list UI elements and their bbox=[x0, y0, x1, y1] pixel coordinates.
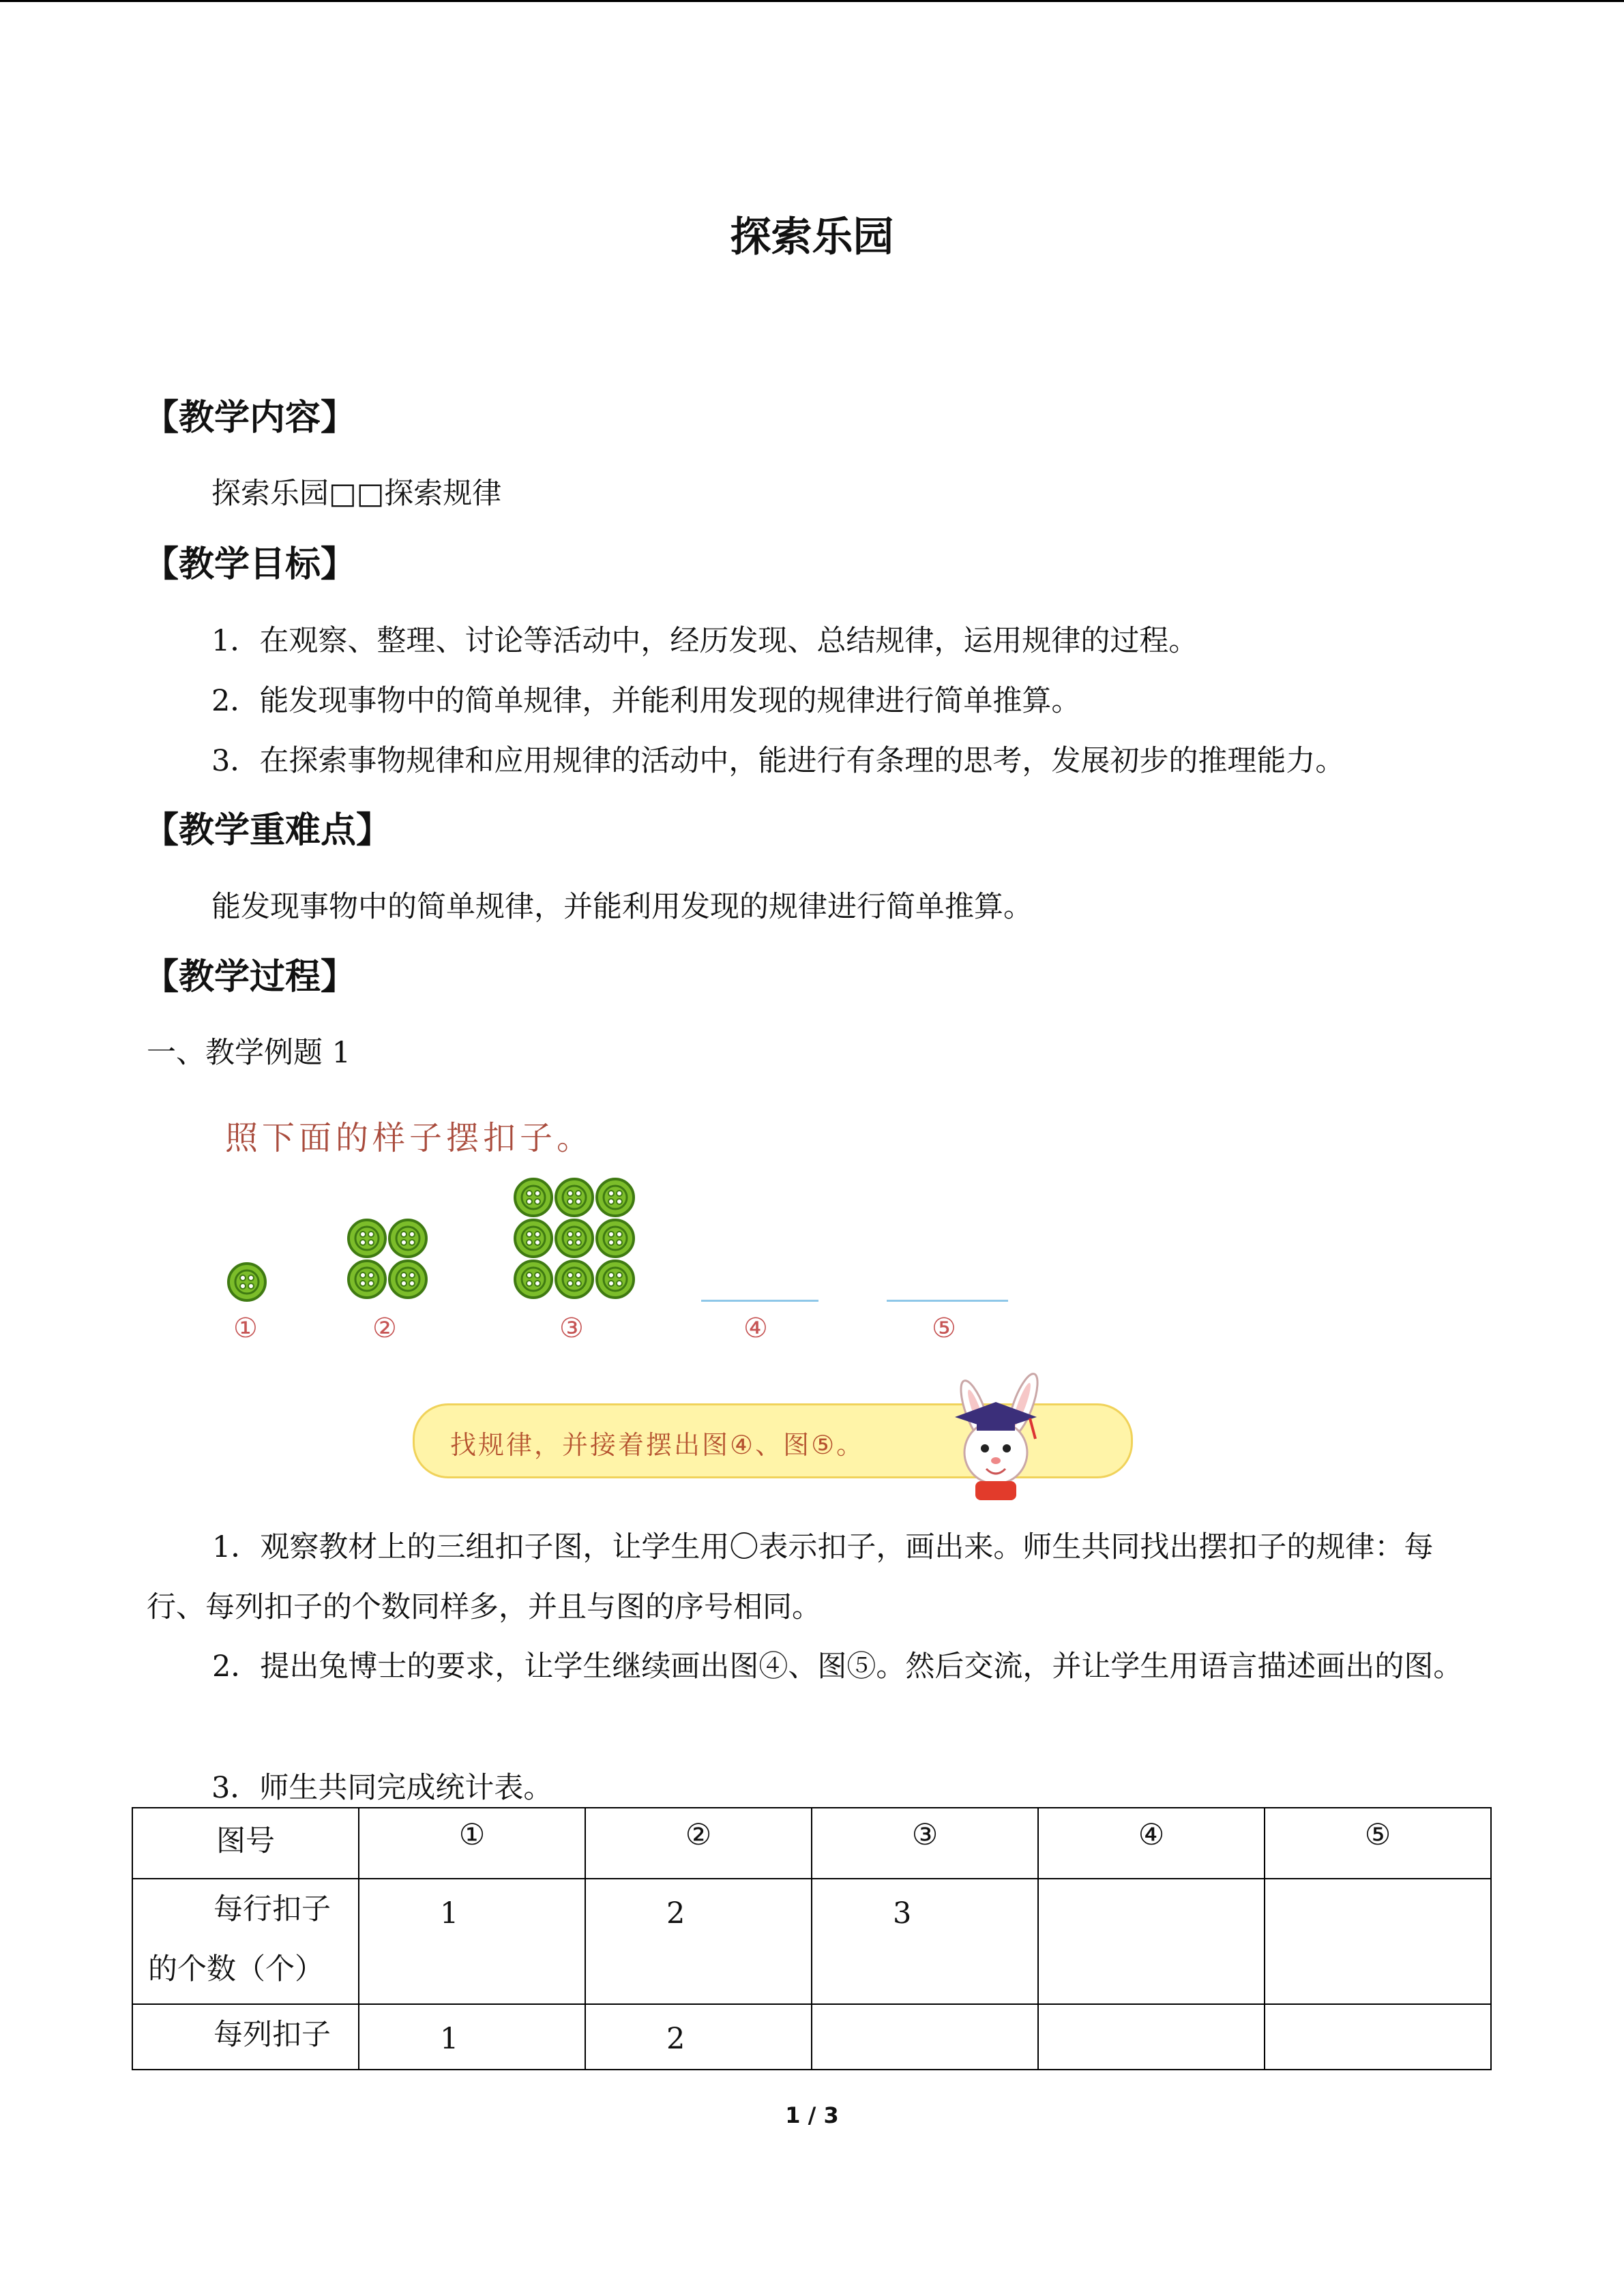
figure-number-3: ③ bbox=[559, 1313, 584, 1344]
buttons-figure bbox=[205, 1105, 1064, 1391]
table-row bbox=[132, 1879, 1491, 2004]
table-header-cell: ④ bbox=[1038, 1808, 1265, 1879]
goal-item-3: 3．在探索事物规律和应用规律的活动中，能进行有条理的思考，发展初步的推理能力。 bbox=[211, 744, 1345, 778]
heading-process: 【教学过程】 bbox=[143, 957, 357, 998]
table-cell: 3 bbox=[812, 1879, 1038, 2004]
illustration-caption: 照下面的样子摆扣子。 bbox=[225, 1119, 594, 1157]
page-number: 1 / 3 bbox=[785, 2102, 839, 2128]
figure-2-buttons bbox=[349, 1220, 426, 1298]
figure-number-4: ④ bbox=[743, 1313, 768, 1344]
page-title: 探索乐园 bbox=[730, 213, 894, 261]
row-label bbox=[132, 1879, 359, 2004]
figure-5-blank bbox=[887, 1300, 1008, 1302]
table-cell: 2 bbox=[585, 1879, 812, 2004]
figure-1-buttons bbox=[228, 1264, 265, 1300]
step-3-text: 3．师生共同完成统计表。 bbox=[211, 1771, 553, 1805]
table-row bbox=[132, 2004, 1491, 2070]
row-label-line2: 的个数（个） bbox=[148, 1952, 324, 1986]
table-header-row bbox=[132, 1808, 1491, 1879]
figure-number-2: ② bbox=[372, 1313, 397, 1344]
step-2-text: 2．提出兔博士的要求，让学生继续画出图④、图⑤。然后交流，并让学生用语言描述画出的图。 bbox=[212, 1650, 1463, 1684]
table-header-cell: ⑤ bbox=[1265, 1808, 1491, 1879]
content-text: 探索乐园□□探索规律 bbox=[211, 477, 502, 511]
goal-item-1: 1．在观察、整理、讨论等活动中，经历发现、总结规律，运用规律的过程。 bbox=[211, 624, 1198, 658]
table-cell bbox=[812, 2004, 1038, 2070]
table-cell: 1 bbox=[359, 1879, 585, 2004]
table-header-cell: ② bbox=[585, 1808, 812, 1879]
heading-keypoints: 【教学重难点】 bbox=[143, 810, 392, 851]
heading-goals: 【教学目标】 bbox=[143, 544, 357, 585]
figure-number-1: ① bbox=[233, 1313, 258, 1344]
process-subheading: 一、教学例题 1 bbox=[147, 1036, 351, 1070]
table-header-cell: ③ bbox=[812, 1808, 1038, 1879]
table-cell bbox=[1038, 2004, 1265, 2070]
button-pattern-illustration bbox=[205, 1105, 1064, 1500]
step-1-text: 1．观察教材上的三组扣子图，让学生用〇表示扣子，画出来。师生共同找出摆扣子的规律：每行、每列扣子的个数同样多，并且与图的序号相同。 bbox=[147, 1530, 1434, 1624]
table-header-cell: 图号 bbox=[132, 1808, 359, 1879]
row-label-line1: 每行扣子 bbox=[213, 1892, 331, 1926]
table-cell bbox=[1038, 1879, 1265, 2004]
figure-4-blank bbox=[701, 1300, 818, 1302]
rabbit-doctor-icon bbox=[928, 1364, 1064, 1500]
table-cell: 2 bbox=[585, 2004, 812, 2070]
table-header-cell: ① bbox=[359, 1808, 585, 1879]
page-top-border bbox=[0, 0, 1624, 2]
keypoints-text: 能发现事物中的简单规律，并能利用发现的规律进行简单推算。 bbox=[211, 890, 1033, 924]
figure-number-5: ⑤ bbox=[932, 1313, 956, 1344]
table-cell: 1 bbox=[359, 2004, 585, 2070]
table-cell bbox=[1265, 1879, 1491, 2004]
statistics-table bbox=[132, 1807, 1492, 2070]
heading-content: 【教学内容】 bbox=[143, 398, 357, 438]
row-label bbox=[132, 2004, 359, 2070]
row-label-line1: 每列扣子 bbox=[213, 2018, 331, 2052]
goal-item-2: 2．能发现事物中的简单规律，并能利用发现的规律进行简单推算。 bbox=[211, 684, 1081, 718]
table-cell bbox=[1265, 2004, 1491, 2070]
figure-3-buttons bbox=[515, 1179, 634, 1298]
speech-bubble-text: 找规律，并接着摆出图④、图⑤。 bbox=[450, 1430, 865, 1460]
